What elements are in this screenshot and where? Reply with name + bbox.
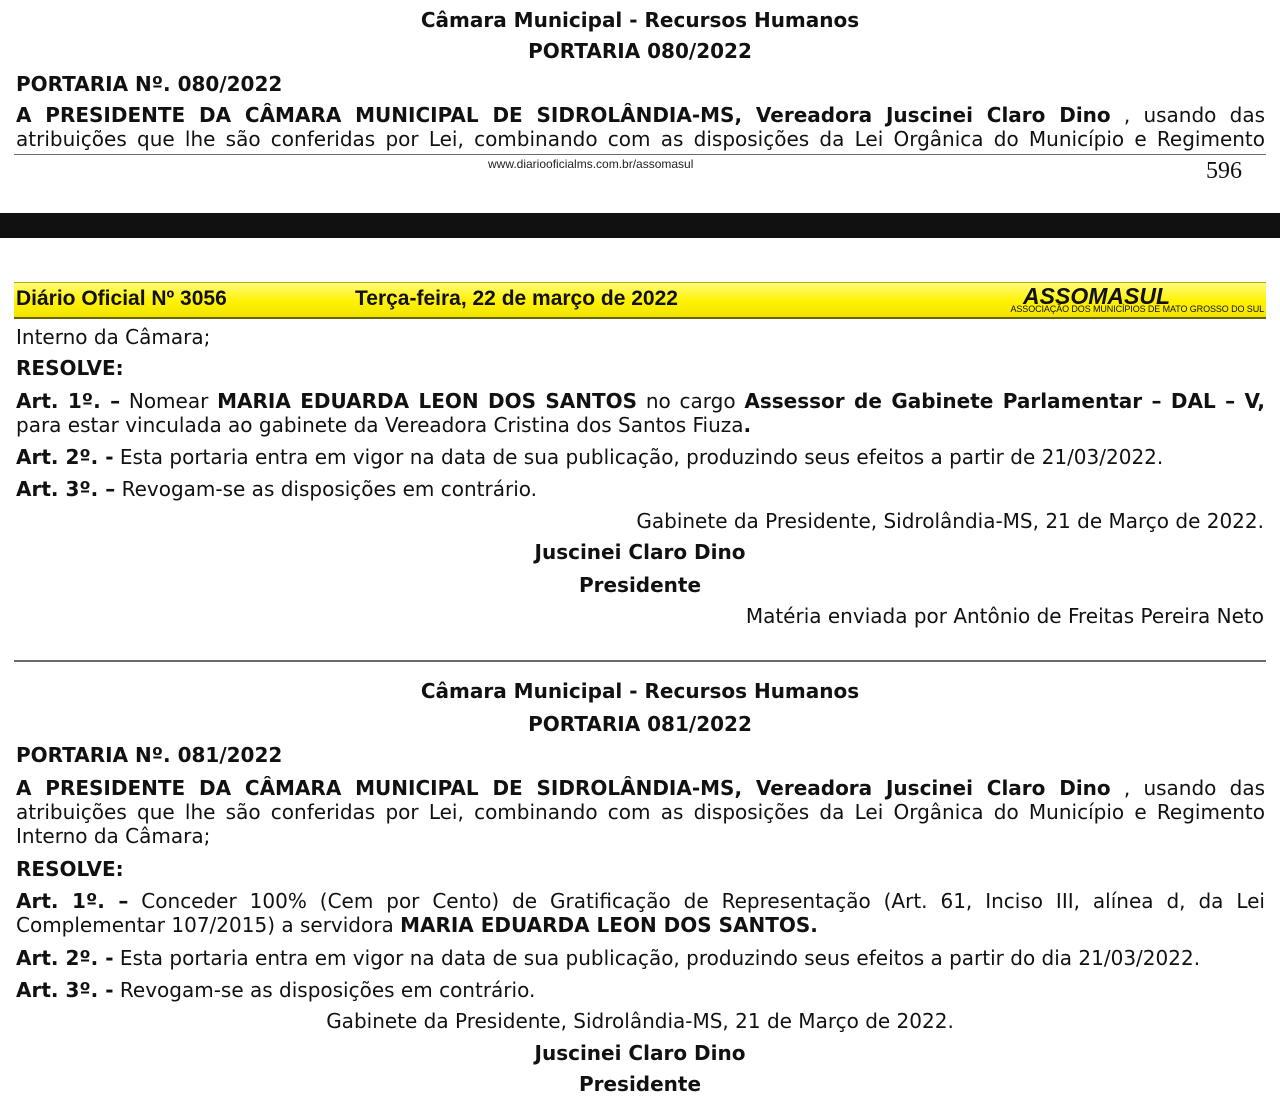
p080-art2-text: Esta portaria entra em vigor na data de sua publicação, produzindo seus efeitos a partir de 21/03/2022. — [113, 445, 1164, 469]
p080-art1 — [16, 389, 1265, 413]
p080-place-date: Gabinete da Presidente, Sidrolândia-MS, 21 de Março de 2022. — [636, 509, 1264, 533]
p080-role: Presidente — [578, 573, 702, 597]
p081-role: Presidente — [578, 1072, 702, 1096]
p081-art3 — [16, 978, 535, 1002]
top-department-heading: Câmara Municipal - Recursos Humanos — [420, 8, 860, 32]
top-intro-bold: A PRESIDENTE DA CÂMARA MUNICIPAL DE SIDROLÂNDIA-MS, Vereadora Juscinei Claro Dino — [16, 103, 1111, 127]
p081-art1-label: Art. 1º. – — [16, 889, 129, 913]
p081-department-heading: Câmara Municipal - Recursos Humanos — [420, 679, 860, 703]
p080-art3-label: Art. 3º. – — [16, 477, 116, 501]
page-separator — [0, 213, 1280, 238]
p080-art1-label: Art. 1º. – — [16, 389, 121, 413]
p081-portaria-number: PORTARIA Nº. 081/2022 — [16, 743, 283, 767]
p080-art3 — [16, 477, 537, 501]
p080-art1-line2-text: para estar vinculada ao gabinete da Vereadora Cristina dos Santos Fiuza — [16, 413, 744, 437]
issue-date: Terça-feira, 22 de março de 2022 — [355, 287, 678, 310]
p081-art1-text: Conceder 100% (Cem por Cento) de Gratificação de Representação (Art. 61, Inciso III, alínea d, da Lei Complementar 107/2015) a servidora — [16, 889, 1265, 937]
p081-art3-text: Revogam-se as disposições em contrário. — [113, 978, 536, 1002]
p081-signer: Juscinei Claro Dino — [534, 1041, 746, 1065]
p081-intro-paragraph — [16, 776, 1265, 848]
gazette-header — [14, 282, 1266, 319]
top-portaria-number: PORTARIA Nº. 080/2022 — [16, 72, 283, 96]
p080-art2 — [16, 445, 1163, 469]
footer-url: www.diariooficialms.com.br/assomasul — [488, 157, 694, 171]
p080-art2-label: Art. 2º. - — [16, 445, 114, 469]
top-intro-paragraph — [16, 103, 1265, 151]
p080-art1-dot: . — [743, 413, 752, 437]
p080-continued-text: Interno da Câmara; — [16, 325, 211, 349]
footer-rule — [14, 154, 1266, 155]
p080-art1-line2 — [16, 413, 751, 437]
p080-art3-text: Revogam-se as disposições em contrário. — [115, 477, 538, 501]
p081-art1-name: MARIA EDUARDA LEON DOS SANTOS. — [400, 913, 818, 937]
p081-art2-label: Art. 2º. - — [16, 946, 114, 970]
p081-art2 — [16, 946, 1200, 970]
p081-intro-bold: A PRESIDENTE DA CÂMARA MUNICIPAL DE SIDROLÂNDIA-MS, Vereadora Juscinei Claro Dino — [16, 776, 1111, 800]
p081-art3-label: Art. 3º. - — [16, 978, 114, 1002]
p080-art1-text-a: Nomear — [120, 389, 218, 413]
issue-number: Diário Oficial Nº 3056 — [16, 287, 227, 310]
page-number: 596 — [1206, 158, 1242, 184]
p080-signer: Juscinei Claro Dino — [534, 540, 746, 564]
assomasul-logo: ASSOMASUL — [1023, 283, 1170, 309]
assomasul-subtitle: ASSOCIAÇÃO DOS MUNICÍPIOS DE MATO GROSSO DO SUL — [1010, 304, 1264, 314]
p081-resolve: RESOLVE: — [16, 857, 124, 881]
p081-place-date: Gabinete da Presidente, Sidrolândia-MS, 21 de Março de 2022. — [326, 1009, 954, 1033]
p081-portaria-title: PORTARIA 081/2022 — [528, 712, 752, 736]
p080-art1-cargo: Assessor de Gabinete Parlamentar – DAL – V, — [744, 389, 1265, 413]
p081-art2-text: Esta portaria entra em vigor na data de sua publicação, produzindo seus efeitos a partir do dia 21/03/2022. — [113, 946, 1201, 970]
p080-resolve: RESOLVE: — [16, 356, 124, 380]
p081-intro-rest: , usando das atribuições que lhe são conferidas por Lei, combinando com as disposições da Lei Orgânica do Município e Regimento Interno da Câmara; — [16, 776, 1265, 848]
p080-art1-name: MARIA EDUARDA LEON DOS SANTOS — [217, 389, 638, 413]
p081-art1 — [16, 889, 1265, 937]
p080-sent-by: Matéria enviada por Antônio de Freitas Pereira Neto — [745, 604, 1264, 628]
top-intro-rest: , usando das atribuições que lhe são conferidas por Lei, combinando com as disposições da Lei Orgânica do Município e Regimento — [16, 103, 1265, 151]
section-divider — [14, 660, 1266, 662]
top-portaria-title: PORTARIA 080/2022 — [528, 39, 752, 63]
p080-art1-text-b: no cargo — [637, 389, 745, 413]
